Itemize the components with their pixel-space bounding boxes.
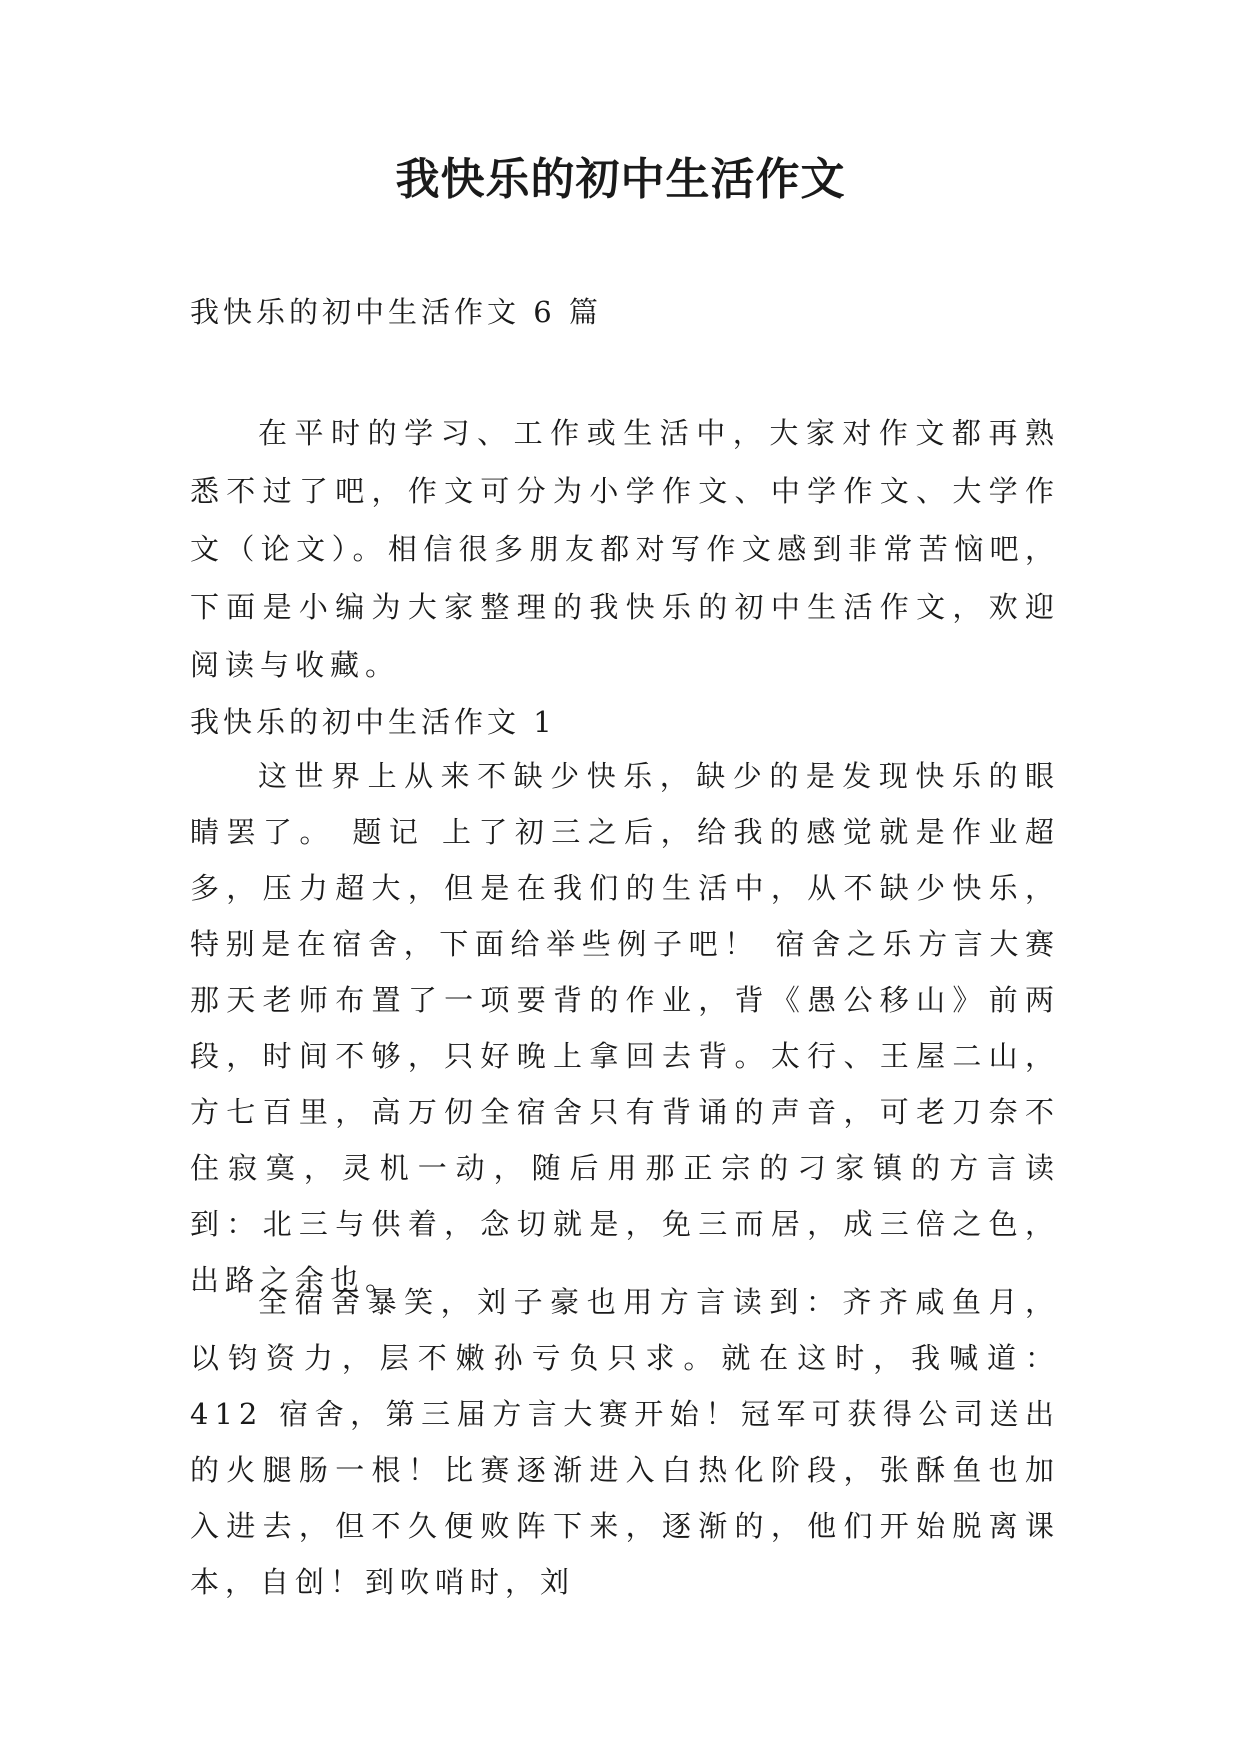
document-title: 我快乐的初中生活作文 xyxy=(395,154,846,205)
section-heading: 我快乐的初中生活作文 1 xyxy=(190,705,556,739)
document-subtitle: 我快乐的初中生活作文 6 篇 xyxy=(190,295,602,329)
body-paragraph: 这世界上从来不缺少快乐，缺少的是发现快乐的眼睛罢了。 题记 上了初三之后，给我的感觉就是作业超多，压力超大，但是在我们的生活中，从不缺少快乐，特别是在宿舍，下面给举些例子吧！ 宿舍之乐方言大赛 那天老师布置了一项要背的作业，背《愚公移山》前两段，时间不够，只好晚上拿回去背。太行、王屋二山，方七百里，高万仞全宿舍只有背诵的声音，可老刀奈不住寂寞，灵机一动，随后用那正宗的刁家镇的方言读到：北三与供着，念切就是，免三而居，成三倍之色，出路之余也。 xyxy=(190,759,1060,1297)
body-paragraph: 全宿舍暴笑，刘子豪也用方言读到：齐齐咸鱼月，以钧资力，层不嫩孙亏负只求。就在这时，我喊道：412 宿舍，第三届方言大赛开始！冠军可获得公司送出的火腿肠一根！比赛逐渐进入白热化阶段，张酥鱼也加入进去，但不久便败阵下来，逐渐的，他们开始脱离课本，自创！到吹哨时，刘 xyxy=(190,1285,1060,1599)
intro-paragraph: 在平时的学习、工作或生活中，大家对作文都再熟悉不过了吧，作文可分为小学作文、中学作文、大学作文（论文）。相信很多朋友都对写作文感到非常苦恼吧，下面是小编为大家整理的我快乐的初中生活作文，欢迎阅读与收藏。 xyxy=(190,416,1060,682)
